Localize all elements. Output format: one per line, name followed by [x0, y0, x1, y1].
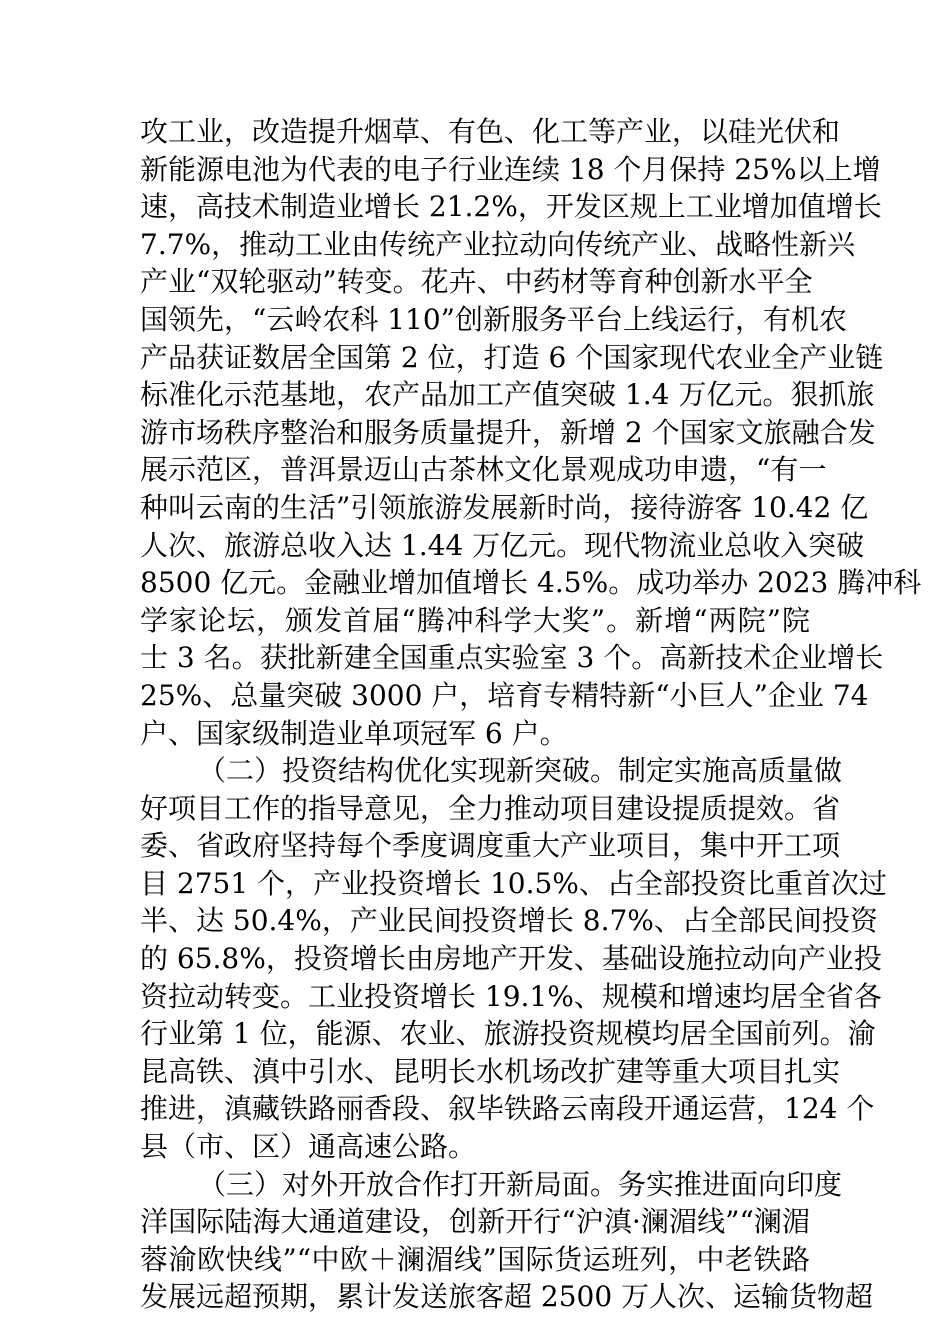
- text-line: 展示范区，普洱景迈山古茶林文化景观成功申遗，“有一: [140, 453, 827, 487]
- text-line: 游市场秩序整治和服务质量提升，新增 2 个国家文旅融合发: [140, 415, 876, 449]
- text-line: 半、达 50.4%，产业民间投资增长 8.7%、占全部民间投资: [140, 904, 878, 938]
- section-heading-line: （二）投资结构优化实现新突破。制定实施高质量做: [198, 754, 843, 788]
- text-line: 速，高技术制造业增长 21.2%，开发区规上工业增加值增长: [140, 190, 882, 224]
- text-line: 委、省政府坚持每个季度调度重大产业项目，集中开工项: [140, 829, 841, 863]
- text-line: 推进，滇藏铁路丽香段、叙毕铁路云南段开通运营，124 个: [140, 1092, 875, 1126]
- text-line: 新能源电池为代表的电子行业连续 18 个月保持 25%以上增: [140, 152, 881, 186]
- text-line: 资拉动转变。工业投资增长 19.1%、规模和增速均居全省各: [140, 979, 882, 1013]
- text-line: 洋国际陆海大通道建设，创新开行“沪滇·澜湄线”“澜湄: [140, 1205, 810, 1239]
- body-text: [140, 113, 922, 1316]
- text-line: 县（市、区）通高速公路。: [140, 1130, 477, 1164]
- text-line: 人次、旅游总收入达 1.44 万亿元。现代物流业总收入突破: [140, 528, 865, 562]
- text-line: 士 3 名。获批新建全国重点实验室 3 个。高新技术企业增长: [140, 641, 884, 675]
- text-line: 户、国家级制造业单项冠军 6 户。: [140, 716, 568, 750]
- text-line: 发展远超预期，累计发送旅客超 2500 万人次、运输货物超: [140, 1280, 874, 1314]
- section-heading-line: （三）对外开放合作打开新局面。务实推进面向印度: [198, 1167, 843, 1201]
- text-line: 标准化示范基地，农产品加工产值突破 1.4 万亿元。狠抓旅: [140, 378, 875, 412]
- text-line: 蓉渝欧快线”“中欧＋澜湄线”国际货运班列，中老铁路: [140, 1242, 810, 1276]
- text-line: 的 65.8%，投资增长由房地产开发、基础设施拉动向产业投: [140, 942, 882, 976]
- text-line: 7.7%，推动工业由传统产业拉动向传统产业、战略性新兴: [140, 227, 856, 261]
- text-line: 产业“双轮驱动”转变。花卉、中药材等育种创新水平全: [140, 265, 813, 299]
- text-line: 25%、总量突破 3000 户，培育专精特新“小巨人”企业 74: [140, 678, 869, 712]
- text-line: 昆高铁、滇中引水、昆明长水机场改扩建等重大项目扎实: [140, 1054, 841, 1088]
- text-line: 目 2751 个，产业投资增长 10.5%、占全部投资比重首次过: [140, 866, 887, 900]
- text-line: 行业第 1 位，能源、农业、旅游投资规模均居全国前列。渝: [140, 1017, 876, 1051]
- text-line: 攻工业，改造提升烟草、有色、化工等产业，以硅光伏和: [140, 115, 841, 148]
- text-line: 产品获证数居全国第 2 位，打造 6 个国家现代农业全产业链: [140, 340, 884, 374]
- text-line: 国领先，“云岭农科 110”创新服务平台上线运行，有机农: [140, 302, 847, 336]
- text-line: 种叫云南的生活”引领旅游发展新时尚，接待游客 10.42 亿: [140, 490, 869, 524]
- text-line: 好项目工作的指导意见，全力推动项目建设提质提效。省: [140, 791, 841, 825]
- text-line: 学家论坛，颁发首届“腾冲科学大奖”。新增“两院”院: [140, 603, 810, 637]
- text-line: 8500 亿元。金融业增加值增长 4.5%。成功举办 2023 腾冲科: [140, 566, 922, 600]
